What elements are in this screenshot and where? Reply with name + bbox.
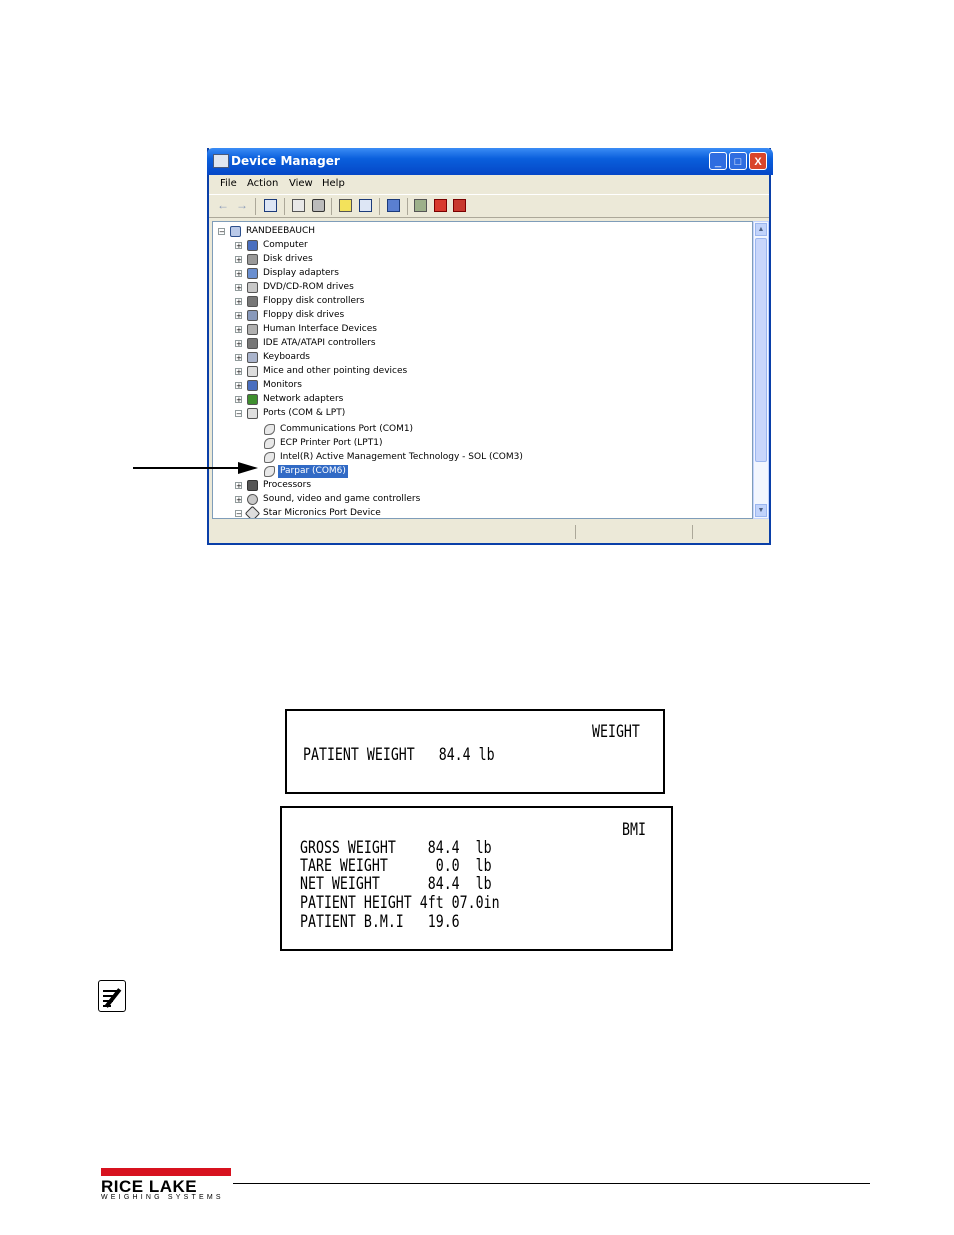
toolbar-separator (331, 198, 332, 215)
status-divider (575, 525, 576, 539)
footer-rule (233, 1183, 870, 1184)
tree-item-label: IDE ATA/ATAPI controllers (263, 338, 376, 348)
scroll-down-arrow-icon[interactable]: ▼ (755, 504, 767, 517)
floppy-icon (247, 310, 258, 321)
tree-item-label: DVD/CD-ROM drives (263, 282, 354, 292)
tree-item-label: Intel(R) Active Management Technology - SOL (COM3) (280, 452, 523, 462)
tree-item-label: Floppy disk drives (263, 310, 345, 320)
vertical-scrollbar[interactable] (753, 221, 769, 519)
weight-ticket-heading: WEIGHT (592, 722, 640, 742)
display-icon (247, 268, 258, 279)
tree-item-ports-child[interactable] (213, 451, 743, 464)
bmi-ticket-line: NET WEIGHT 84.4 lb (300, 874, 492, 894)
scroll-thumb[interactable] (755, 238, 767, 462)
device-manager-window (207, 148, 771, 545)
toolbar-separator (255, 198, 256, 215)
tree-item[interactable] (213, 351, 743, 364)
collapse-icon[interactable]: − (236, 410, 242, 418)
help-icon[interactable] (339, 199, 352, 212)
menu-view[interactable]: View (289, 178, 313, 189)
close-button[interactable]: X (749, 152, 767, 170)
bmi-ticket-heading: BMI (622, 820, 646, 840)
collapse-icon[interactable]: − (219, 228, 225, 236)
tree-item[interactable] (213, 239, 743, 252)
network-icon (247, 394, 258, 405)
properties-icon[interactable] (292, 199, 305, 212)
computer-icon (230, 226, 241, 237)
expand-icon[interactable]: + (236, 270, 242, 278)
tree-item-label: Monitors (263, 380, 302, 390)
tree-item-label: Human Interface Devices (263, 324, 377, 334)
expand-icon[interactable]: + (236, 340, 242, 348)
hid-icon (247, 324, 258, 335)
tree-item-label: Network adapters (263, 394, 344, 404)
port-icon (264, 438, 275, 449)
tree-item-star-micronics[interactable] (213, 507, 743, 519)
tree-item-sound[interactable] (213, 493, 743, 506)
maximize-button[interactable]: □ (729, 152, 747, 170)
title-bar[interactable] (207, 148, 773, 175)
tree-item-label: Sound, video and game controllers (263, 494, 421, 504)
weight-ticket (285, 709, 665, 794)
view-toggle-icon[interactable] (359, 199, 372, 212)
computer-icon (247, 240, 258, 251)
tree-item-label: Mice and other pointing devices (263, 366, 408, 376)
tree-item-label-selected: Parpar (COM6) (280, 466, 346, 476)
controller-icon (247, 296, 258, 307)
menu-file[interactable]: File (220, 178, 237, 189)
tree-item-label: Floppy disk controllers (263, 296, 365, 306)
menu-action[interactable]: Action (247, 178, 279, 189)
tree-item[interactable] (213, 281, 743, 294)
tree-item-label: Star Micronics Port Device (263, 508, 381, 518)
tree-item[interactable] (213, 407, 743, 420)
tree-item[interactable] (213, 337, 743, 350)
callout-arrow-line (133, 467, 240, 469)
star-port-icon (245, 506, 261, 519)
tree-item-label: Communications Port (COM1) (280, 424, 414, 434)
scroll-up-arrow-icon[interactable]: ▲ (755, 223, 767, 236)
disable-icon[interactable] (453, 199, 466, 212)
minimize-button[interactable]: _ (709, 152, 727, 170)
ide-icon (247, 338, 258, 349)
sound-icon (247, 494, 258, 505)
note-icon (98, 980, 126, 1012)
uninstall-icon[interactable] (434, 199, 447, 212)
tree-item-label: ECP Printer Port (LPT1) (280, 438, 383, 448)
tree-item[interactable] (213, 253, 743, 266)
tree-root[interactable] (213, 225, 743, 238)
tree-item-label: Display adapters (263, 268, 339, 278)
mouse-icon (247, 366, 258, 377)
tree-item-ports-child[interactable] (213, 437, 743, 450)
bmi-ticket-line: PATIENT B.M.I 19.6 (300, 912, 460, 932)
expand-icon[interactable]: + (236, 482, 242, 490)
tree-item-label: Ports (COM & LPT) (263, 408, 346, 418)
tree-item[interactable] (213, 309, 743, 322)
tree-item[interactable] (213, 379, 743, 392)
tree-item-label: Disk drives (263, 254, 313, 264)
update-driver-icon[interactable] (414, 199, 427, 212)
logo-red-bar (101, 1168, 231, 1176)
expand-icon[interactable]: + (236, 326, 242, 334)
port-icon (264, 424, 275, 435)
callout-arrow-head-icon (238, 462, 258, 474)
tree-item-processors[interactable] (213, 479, 743, 492)
expand-icon[interactable]: + (236, 284, 242, 292)
tree-item[interactable] (213, 295, 743, 308)
port-icon (264, 466, 275, 477)
processor-icon (247, 480, 258, 491)
cdrom-icon (247, 282, 258, 293)
show-hide-tree-icon[interactable] (264, 199, 277, 212)
device-tree[interactable] (212, 221, 753, 519)
menu-bar (209, 175, 769, 194)
status-bar (209, 522, 769, 541)
toolbar (209, 194, 769, 218)
expand-icon[interactable]: + (236, 368, 242, 376)
expand-icon[interactable]: + (236, 242, 242, 250)
print-icon[interactable] (312, 199, 325, 212)
weight-ticket-line: PATIENT WEIGHT 84.4 lb (303, 745, 495, 765)
monitor-icon (247, 380, 258, 391)
logo-tagline: WEIGHING SYSTEMS (101, 1194, 224, 1201)
tree-root-label: RANDEEBAUCH (246, 226, 316, 236)
bmi-ticket-line: PATIENT HEIGHT 4ft 07.0in (300, 893, 500, 913)
menu-help[interactable]: Help (322, 178, 345, 189)
status-divider (692, 525, 693, 539)
toolbar-separator (284, 198, 285, 215)
tree-item[interactable] (213, 365, 743, 378)
port-icon (247, 408, 258, 419)
tree-item-label: Processors (263, 480, 312, 490)
bmi-ticket (280, 806, 673, 951)
tree-item-label: Computer (263, 240, 308, 250)
toolbar-separator (379, 198, 380, 215)
expand-icon[interactable]: + (236, 354, 242, 362)
toolbar-separator (407, 198, 408, 215)
collapse-icon[interactable]: − (236, 510, 242, 518)
expand-icon[interactable]: + (236, 298, 242, 306)
tree-item-label: Keyboards (263, 352, 310, 362)
tree-item[interactable] (213, 267, 743, 280)
tree-item[interactable] (213, 323, 743, 336)
expand-icon[interactable]: + (236, 396, 242, 404)
window-title: Device Manager (231, 154, 340, 168)
tree-item-ports-child-selected[interactable] (213, 465, 743, 478)
disk-icon (247, 254, 258, 265)
forward-arrow-icon[interactable]: → (236, 198, 248, 212)
tree-item-ports-child[interactable] (213, 423, 743, 436)
bmi-ticket-line: GROSS WEIGHT 84.4 lb (300, 838, 492, 858)
bmi-ticket-line: TARE WEIGHT 0.0 lb (300, 856, 492, 876)
port-icon (264, 452, 275, 463)
expand-icon[interactable]: + (236, 312, 242, 320)
scan-hardware-icon[interactable] (387, 199, 400, 212)
expand-icon[interactable]: + (236, 382, 242, 390)
logo-wordmark: RICE LAKE (101, 1177, 198, 1196)
keyboard-icon (247, 352, 258, 363)
device-manager-icon (213, 154, 229, 168)
back-arrow-icon[interactable]: ← (217, 198, 229, 212)
expand-icon[interactable]: + (236, 256, 242, 264)
tree-item[interactable] (213, 393, 743, 406)
expand-icon[interactable]: + (236, 496, 242, 504)
